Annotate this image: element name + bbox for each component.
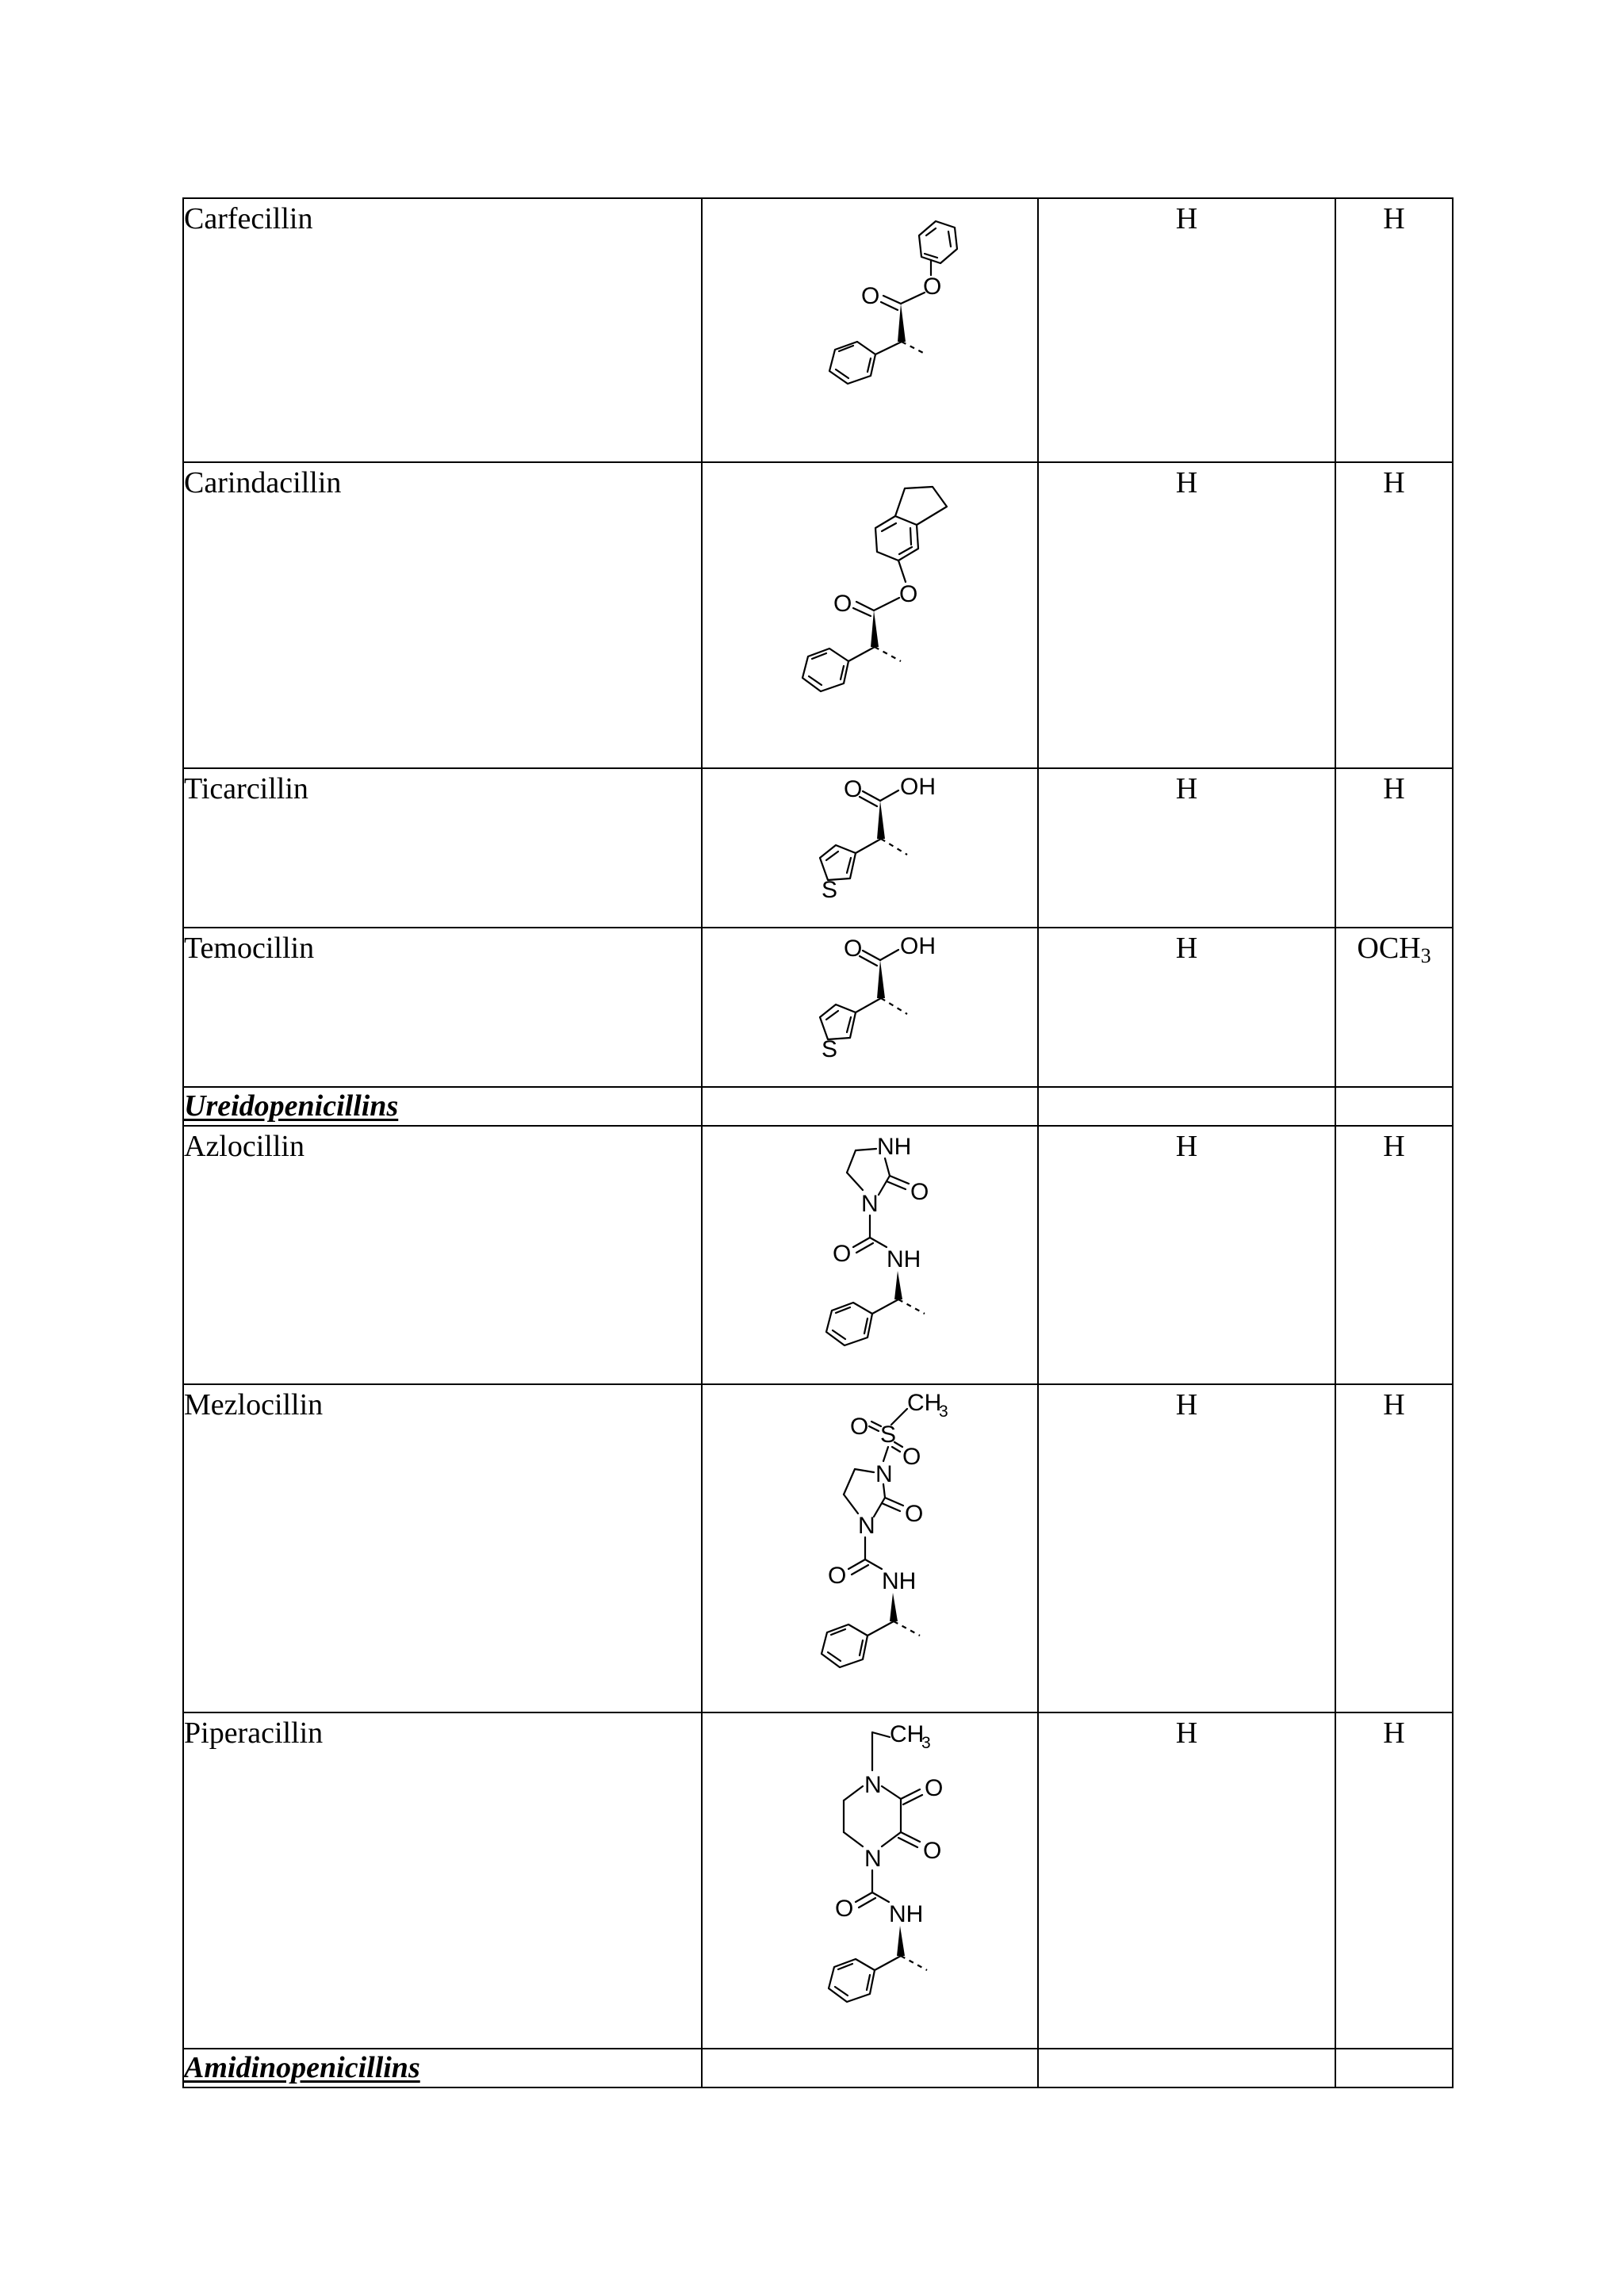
atom-nh: NH	[882, 1568, 917, 1594]
group-heading: Amidinopenicillins	[184, 2051, 420, 2084]
compound-name: Temocillin	[184, 932, 315, 965]
atom-o: O	[850, 1414, 869, 1440]
table-row-carfecillin	[183, 198, 1453, 462]
atom-o: O	[828, 1563, 847, 1589]
structure-cell	[702, 1712, 1038, 2049]
ticarcillin-side-chain-structure	[703, 769, 1039, 927]
table-row-piperacillin	[183, 1712, 1453, 2049]
atom-o: O	[923, 1838, 942, 1864]
r2-value: H	[1383, 1130, 1405, 1163]
r1-value: H	[1175, 932, 1198, 965]
table-row-carindacillin	[183, 462, 1453, 768]
compound-name-cell	[183, 1126, 702, 1384]
compound-name-cell	[183, 198, 702, 462]
atom-o: O	[925, 1775, 944, 1801]
atom-oh: OH	[900, 774, 936, 800]
r1-value: H	[1175, 1716, 1198, 1750]
r2-cell	[1335, 1126, 1453, 1384]
compound-name: Piperacillin	[184, 1716, 324, 1750]
r2-value: H	[1383, 466, 1405, 499]
r1-cell	[1038, 1384, 1335, 1712]
r2-text: OCH	[1357, 932, 1421, 965]
table-row-group-ureidopenicillins	[183, 1087, 1453, 1126]
structure-cell	[702, 768, 1038, 928]
compound-name-cell	[183, 1712, 702, 2049]
r2-cell	[1335, 1712, 1453, 2049]
structure-cell	[702, 198, 1038, 462]
r1-cell	[1038, 1126, 1335, 1384]
atom-o: O	[899, 581, 918, 607]
atom-n: N	[861, 1191, 879, 1217]
compound-name: Carfecillin	[184, 202, 313, 235]
r2-cell	[1335, 1384, 1453, 1712]
r2-value	[1336, 931, 1452, 967]
compound-name: Azlocillin	[184, 1130, 304, 1163]
atom-n: N	[864, 1846, 882, 1872]
r1-value: H	[1175, 466, 1198, 499]
empty-cell	[1335, 1087, 1453, 1126]
compound-name-cell	[183, 462, 702, 768]
r1-value: H	[1175, 1388, 1198, 1422]
group-heading-cell	[183, 2049, 702, 2087]
table-row-azlocillin	[183, 1126, 1453, 1384]
empty-cell	[702, 2049, 1038, 2087]
compound-name: Ticarcillin	[184, 772, 308, 806]
r2-cell	[1335, 198, 1453, 462]
piperacillin-side-chain-structure	[703, 1713, 1039, 2048]
r1-value: H	[1175, 1130, 1198, 1163]
empty-cell	[1335, 2049, 1453, 2087]
r1-cell	[1038, 768, 1335, 928]
table-row-mezlocillin	[183, 1384, 1453, 1712]
atom-nh: NH	[889, 1901, 924, 1927]
r1-cell	[1038, 1712, 1335, 2049]
table-row-ticarcillin	[183, 768, 1453, 928]
atom-n: N	[875, 1461, 893, 1487]
r2-value: H	[1383, 772, 1405, 806]
r1-value: H	[1175, 202, 1198, 235]
structure-cell	[702, 928, 1038, 1087]
table-row-group-amidinopenicillins	[183, 2049, 1453, 2087]
atom-s: S	[880, 1422, 897, 1448]
group-heading-cell	[183, 1087, 702, 1126]
atom-ch: CH	[907, 1390, 942, 1416]
azlocillin-side-chain-structure	[703, 1127, 1039, 1383]
r2-cell	[1335, 928, 1453, 1087]
r2-cell	[1335, 462, 1453, 768]
atom-o: O	[833, 1241, 852, 1267]
atom-o: O	[835, 1896, 854, 1922]
compound-name-cell	[183, 768, 702, 928]
compound-name-cell	[183, 928, 702, 1087]
temocillin-side-chain-structure	[703, 928, 1039, 1086]
structure-cell	[702, 462, 1038, 768]
empty-cell	[1038, 2049, 1335, 2087]
atom-o: O	[861, 283, 880, 309]
compound-name: Carindacillin	[184, 466, 342, 499]
atom-subscript: 3	[939, 1402, 948, 1421]
atom-o: O	[844, 936, 863, 962]
atom-subscript: 3	[921, 1734, 931, 1752]
atom-n: N	[864, 1772, 882, 1798]
r1-cell	[1038, 198, 1335, 462]
atom-o: O	[923, 274, 942, 300]
atom-o: O	[905, 1501, 924, 1527]
r2-value: H	[1383, 1388, 1405, 1422]
atom-o: O	[910, 1179, 929, 1205]
atom-n: N	[858, 1513, 875, 1539]
compound-name-cell	[183, 1384, 702, 1712]
empty-cell	[1038, 1087, 1335, 1126]
atom-ch: CH	[890, 1721, 925, 1747]
carfecillin-side-chain-structure	[703, 199, 1039, 461]
atom-s: S	[822, 877, 838, 903]
atom-o: O	[833, 591, 852, 617]
compound-name: Mezlocillin	[184, 1388, 324, 1422]
group-heading: Ureidopenicillins	[184, 1089, 399, 1123]
table-row-temocillin	[183, 928, 1453, 1087]
atom-nh: NH	[887, 1246, 921, 1272]
penicillin-table	[182, 197, 1454, 2088]
structure-cell	[702, 1384, 1038, 1712]
carindacillin-side-chain-structure	[703, 463, 1039, 767]
empty-cell	[702, 1087, 1038, 1126]
r2-value: H	[1383, 202, 1405, 235]
r1-value: H	[1175, 772, 1198, 806]
atom-s: S	[822, 1036, 838, 1062]
r2-subscript: 3	[1420, 944, 1431, 967]
mezlocillin-side-chain-structure	[703, 1385, 1039, 1712]
r2-cell	[1335, 768, 1453, 928]
r1-cell	[1038, 928, 1335, 1087]
atom-o: O	[902, 1444, 921, 1470]
structure-cell	[702, 1126, 1038, 1384]
atom-nh: NH	[877, 1134, 912, 1160]
atom-o: O	[844, 776, 863, 802]
r2-value: H	[1383, 1716, 1405, 1750]
r1-cell	[1038, 462, 1335, 768]
atom-oh: OH	[900, 933, 936, 959]
